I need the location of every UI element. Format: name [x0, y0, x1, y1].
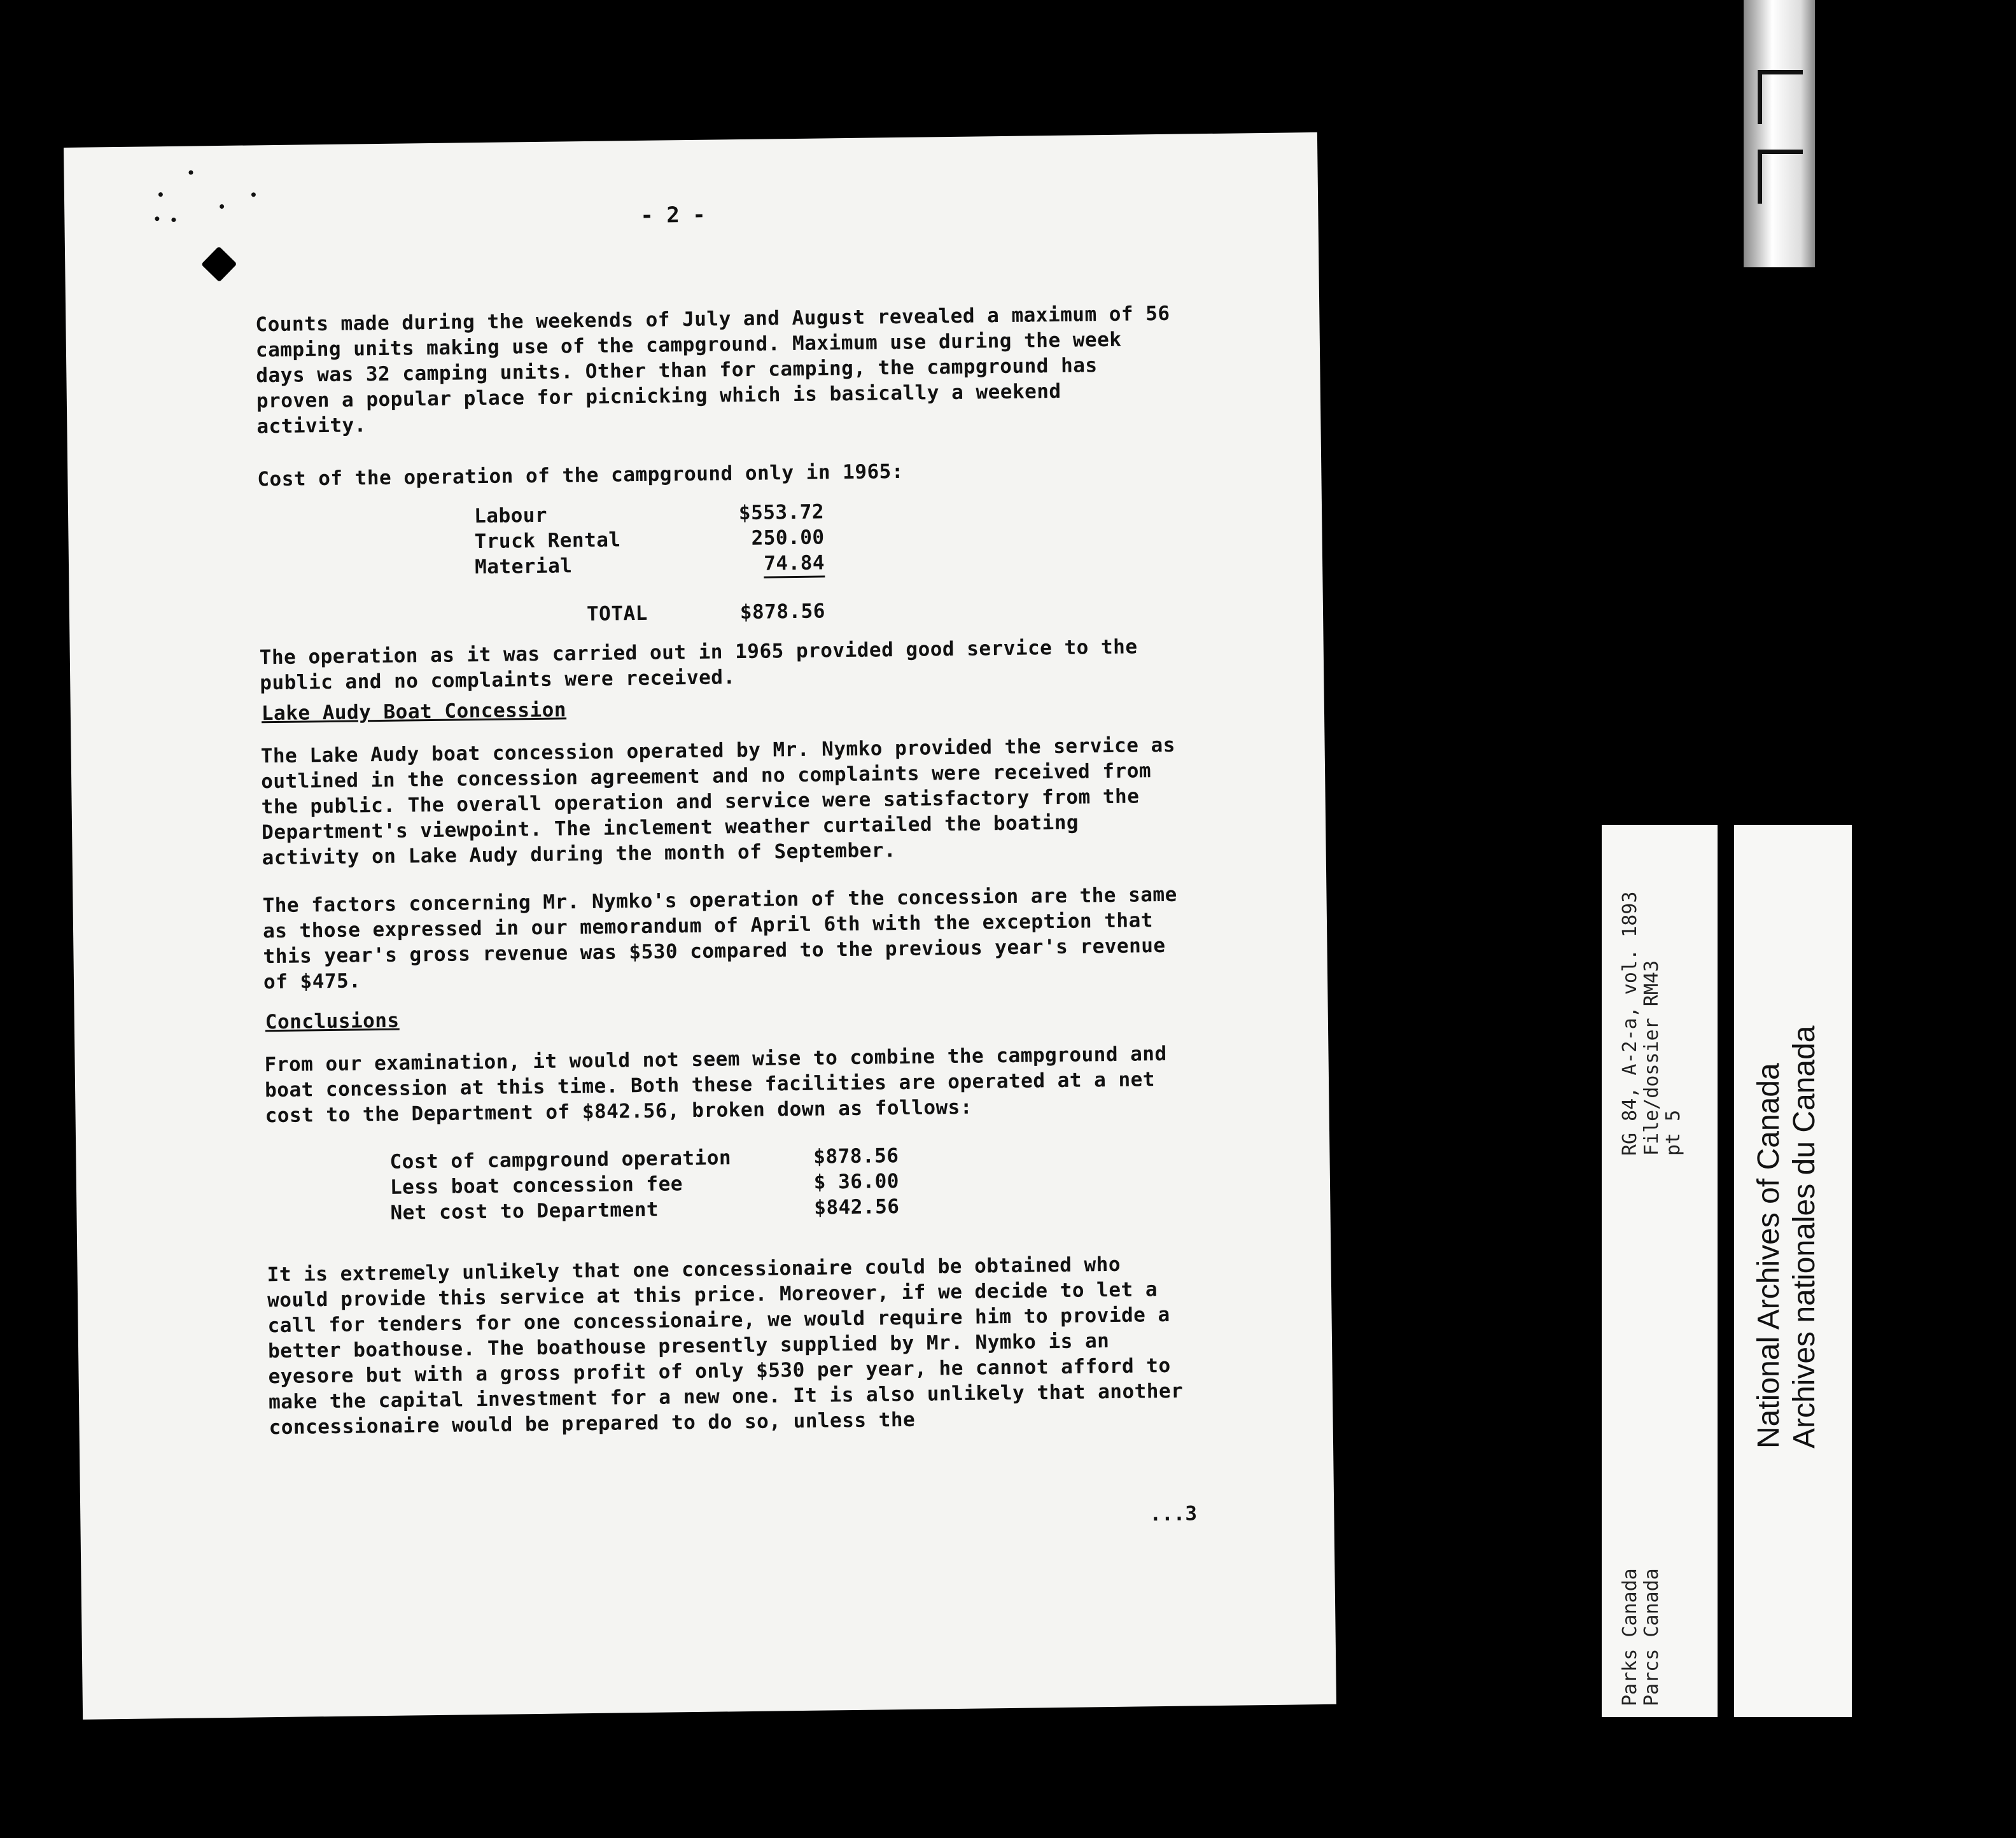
paper-speck [171, 218, 176, 222]
paragraph-nymko-factors: The factors concerning Mr. Nymko's operation of the concession are the same as those expressed in our memorandum of April 6th with the exception that this year's gross revenue was $530 compared to the previous year's revenue of $475. [262, 883, 1177, 994]
archives-line: National Archives of Canada [1752, 1063, 1786, 1449]
reel-frame-mark [1758, 70, 1803, 124]
reference-line: pt 5 [1662, 1109, 1684, 1156]
table-row [475, 550, 825, 580]
cost-amount: $842.56 [814, 1195, 900, 1219]
table-row [474, 524, 824, 554]
cost-label: Net cost to Department [390, 1198, 659, 1224]
paragraph-conclusions: From our examination, it would not seem wise to combine the campground and boat concession at this time. Both these facilities are operated at a net cost to the Department of $842.56, broken down as follows: [264, 1042, 1167, 1128]
document-body [253, 134, 1195, 1440]
cost-amount: $553.72 [738, 500, 825, 525]
film-reel-marker [1744, 0, 1815, 267]
document-page [64, 132, 1336, 1720]
total-amount: $878.56 [739, 600, 826, 624]
net-cost-table [389, 1143, 899, 1226]
table-row [474, 499, 824, 529]
archives-canada-label [1734, 825, 1852, 1717]
cost-label: Labour [473, 503, 548, 528]
paragraph-service-summary: The operation as it was carried out in 1965 provided good service to the public and no complaints were received. [259, 635, 1138, 695]
punch-hole-mark [201, 246, 237, 283]
archive-reference-label [1602, 825, 1718, 1717]
archives-line: Archives nationales du Canada [1788, 1025, 1821, 1449]
cost-label: Truck Rental [474, 528, 621, 554]
paper-speck [155, 216, 159, 221]
paragraph-cost-intro: Cost of the operation of the campground only in 1965: [257, 460, 904, 491]
cost-label: Less boat concession fee [389, 1172, 683, 1199]
heading-boat-concession: Lake Audy Boat Concession [261, 698, 567, 726]
cost-amount: $878.56 [813, 1144, 899, 1168]
paper-speck [158, 192, 163, 197]
cost-amount: $ 36.00 [813, 1170, 900, 1194]
reel-frame-mark [1758, 150, 1803, 204]
paragraph-campground-usage: Counts made during the weekends of July and August revealed a maximum of 56 camping units making use of the campground. Maximum use during the week days was 32 camping units. Other than for camping, the campground has proven a popular place for picnicking which is basically a weekend activity. [255, 302, 1170, 438]
paragraph-boat-concession: The Lake Audy boat concession operated by Mr. Nymko provided the service as outlined in the concession agreement and no complaints were received from the public. The overall operation and service were satisfactory from the Department's viewpoint. The inclement weather curtailed the boating activity on Lake Audy during the month of September. [260, 733, 1176, 870]
paper-speck [251, 192, 256, 197]
agency-line: Parcs Canada [1641, 1568, 1663, 1706]
table-total-row [475, 598, 825, 628]
heading-conclusions: Conclusions [265, 1009, 400, 1034]
reference-line: RG 84, A-2-a, vol. 1893 [1619, 891, 1641, 1156]
agency-line: Parks Canada [1619, 1568, 1641, 1706]
reference-line: File/dossier RM43 [1641, 960, 1663, 1156]
table-row [390, 1194, 899, 1226]
cost-label: Cost of campground operation [389, 1146, 732, 1174]
paper-speck [220, 204, 224, 209]
campground-cost-table [474, 499, 825, 628]
paper-speck [188, 171, 193, 175]
page-number: - 2 - [640, 202, 706, 228]
cost-label: Material [474, 554, 573, 579]
continuation-marker: ...3 [1149, 1502, 1198, 1526]
paragraph-concessionaire: It is extremely unlikely that one concessionaire could be obtained who would provide this service at this price. Moreover, if we decide to let a call for tenders for one concessionaire, we would require him to provide a better boathouse. The boathouse presently supplied by Mr. Nymko is an eyesore but with a gross profit of only $530 per year, he cannot afford to make the capital investment for a new one. It is also unlikely that another concessionaire would be prepared to do so, unless the [267, 1252, 1184, 1440]
cost-amount: 250.00 [751, 526, 825, 550]
total-label: TOTAL [586, 601, 648, 626]
cost-amount: 74.84 [764, 550, 825, 578]
